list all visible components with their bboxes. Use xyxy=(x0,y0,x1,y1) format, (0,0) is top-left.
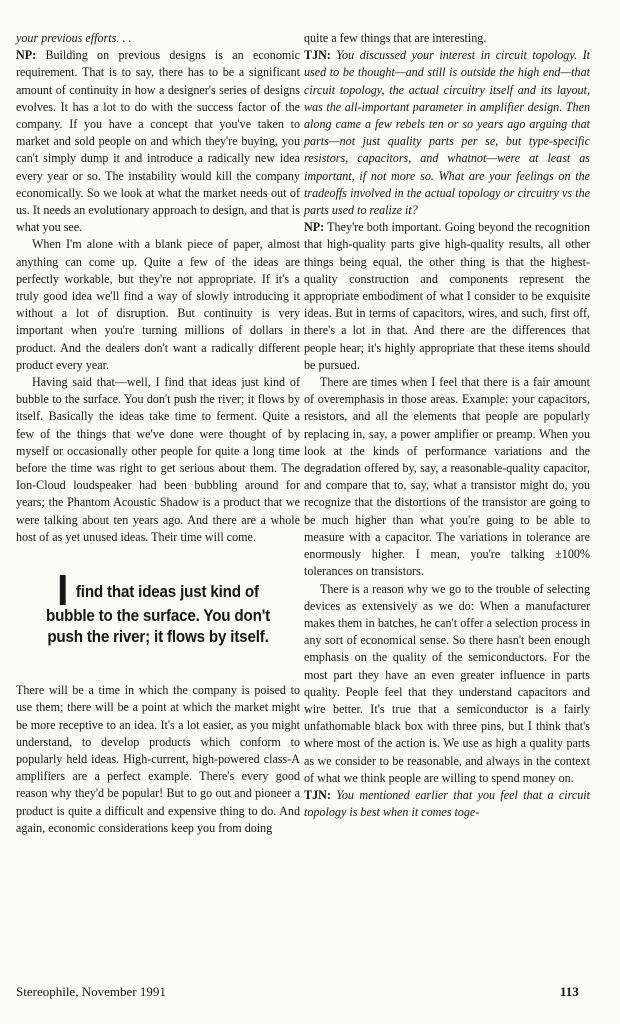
speaker-label: NP: xyxy=(304,220,325,235)
footer-publication: Stereophile, November 1991 xyxy=(16,984,166,999)
speaker-label: NP: xyxy=(16,48,37,63)
pull-quote xyxy=(35,566,282,648)
question-text: You mentioned earlier that you feel that a circuit topology is best when it comes toge- xyxy=(304,787,590,820)
footer-page-number: 113 xyxy=(560,984,579,999)
body-paragraph: quite a few things that are interesting. xyxy=(304,31,487,45)
left-column xyxy=(16,30,300,837)
question-paragraph xyxy=(304,787,590,821)
pull-quote-initial: I xyxy=(57,566,69,616)
body-paragraph: Having said that—well, I find that ideas just kind of bubble to the surface. You don't push the river; it flows by itself. Basically the ideas take time to ferment. Quite a few of the things that we've done were thought of by myself or occasionally other people for quite a long time before the time was right to get serious about them. The Ion-Cloud loudspeaker had been bubbling around for years; the Phantom Acoustic Shadow is a product that we were talking about ten years ago. And there are a whole host of as yet unused ideas. Their time will come. xyxy=(16,375,300,544)
speaker-label: TJN: xyxy=(304,787,331,802)
speaker-label: TJN: xyxy=(304,48,331,63)
question-continuation: your previous efforts. . . xyxy=(16,31,132,45)
answer-paragraph xyxy=(16,47,300,236)
body-paragraph: When I'm alone with a blank piece of paper, almost anything can come up. Quite a few of the ideas are perfectly workable, but they're not appropriate. If it's a truly good idea we'll find a way of slowly introducing it without a lot of disruption. But continuity is very important when you're turning millions of dollars in product. And the dealers don't want a radically different product every year. xyxy=(16,237,300,372)
paragraph-text: Building on previous designs is an economic requirement. That is to say, there has to be a significant amount of continuity in how a designer's series of designs evolves. It has a lot to do with the success factor of the company. If you have a concept that you've taken to market and sold people on and which they're buying, you can't simply dump it and introduce a radically new idea every year or so. The instability would kill the company economically. So we look at what the market needs out of us. It needs an evolutionary approach to design, and that is what you see. xyxy=(16,48,300,235)
body-paragraph: There are times when I feel that there is a fair amount of overemphasis in those areas. Example: your capacitors, resistors, and all the elements that people are popularly replacing in, say, a power amplifier or preamp. When you look at the kinds of performance variations and the degradation offered by, say, a reasonable-quality capacitor, and compare that to, say, what a transistor might do, you recognize that the distortions of the transistor are going to be much higher than what you're going to be able to measure with a capacitor. The variations in tolerance are enormously higher. I mean, you're talking ±100% tolerances on transistors. xyxy=(304,375,590,579)
body-paragraph: There will be a time in which the company is poised to use them; there will be a point at which the market might be more receptive to an idea. It's a lot easier, as you might understand, to develop products which conform to popularly held ideas. High-current, high-powered class-A amplifiers are a perfect example. There's every good reason why they'd be popular! But to go out and pioneer a product is quite a difficult and expensive thing to do. And again, economic considerations keep you from doing xyxy=(16,683,300,835)
right-column xyxy=(304,30,590,821)
body-paragraph: There is a reason why we go to the trouble of selecting devices as extensively as we do: When a manufacturer makes them in batches, he can't offer a selection process in any sort of economical sense. So there hasn't been enough emphasis on the quality of the semiconductors. For the most part they have an even greater influence in parts quality. People feel that they understand capacitors and wire better. It's true that a semiconductor is a fairly unfathomable black box with three pins, but I think that's where most of the action is. We use as high a quality parts as we consider to be reasonable, and always in the context of what we think people are willing to spend money on. xyxy=(304,581,590,785)
paragraph-text: They're both important. Going beyond the recognition that high-quality parts give high-quality results, all other things being equal, the other thing is that the highest-quality construction and components represent the appropriate embodiment of what I consider to be exquisite ideas. But in terms of capacitors, wires, and such, first off, there's a lot in that. And there are the differences that people hear; it's highly appropriate that these items should be pursued. xyxy=(304,220,590,372)
answer-paragraph xyxy=(304,219,590,374)
pull-quote-text: find that ideas just kind of bubble to the surface. You don't push the river; it flows by itself. xyxy=(45,583,271,647)
question-paragraph xyxy=(304,47,590,219)
question-text: You discussed your interest in circuit topology. It used to be thought—and still is outside the high end—that circuit topology, the actual circuitry itself and its layout, was the all-important parameter in amplifier design. Then along came a few rebels ten or so years ago arguing that parts—not just quality parts per se, but type-specific resistors, capacitors, and whatnot—were at least as important, if not more so. What are your feelings on the tradeoffs involved in the actual topology or circuitry vs the parts used to realize it? xyxy=(304,48,590,218)
